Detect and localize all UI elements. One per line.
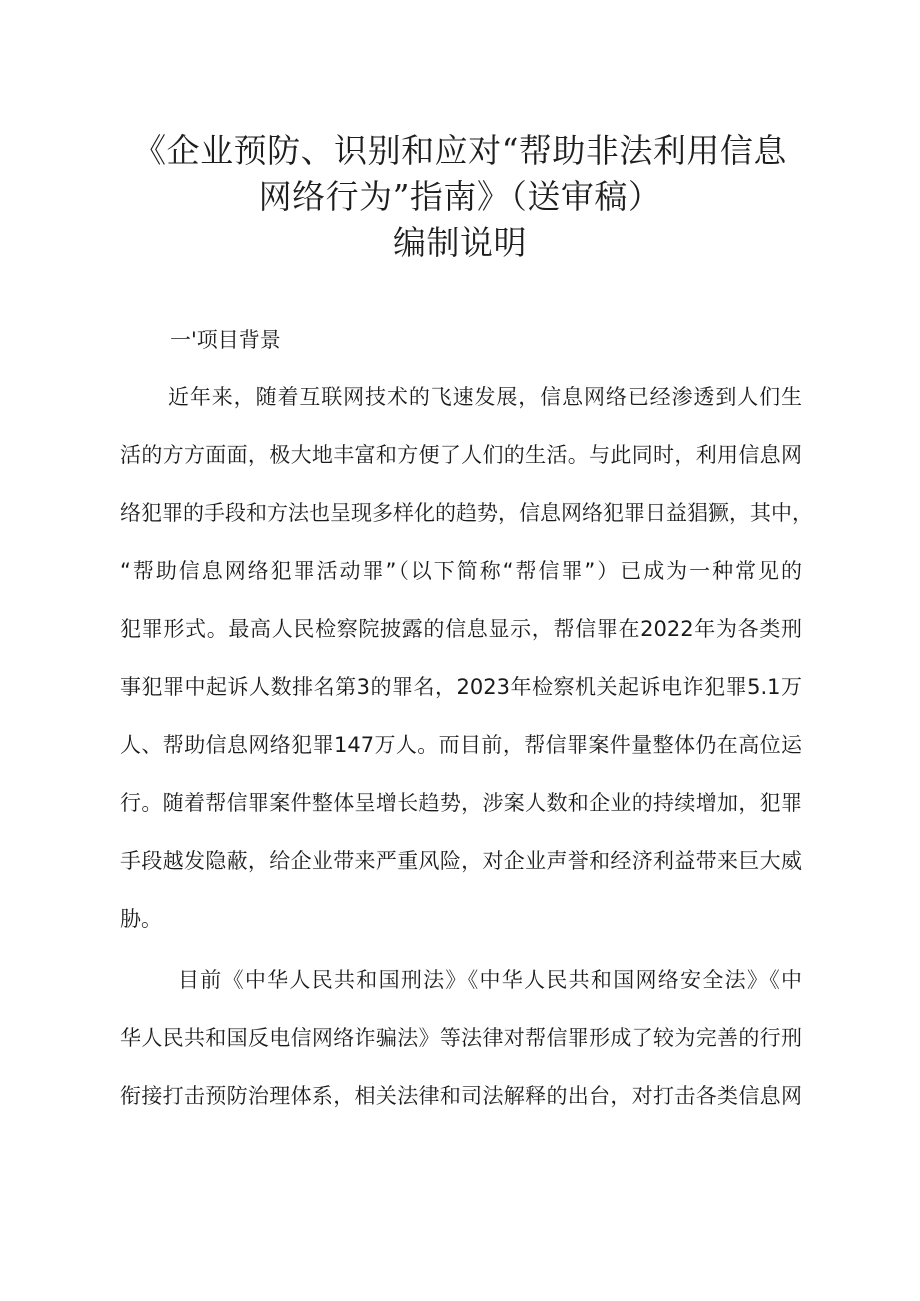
paragraph-line: 事犯罪中起诉人数排名第3的罪名，2023年检察机关起诉电诈犯罪5.1万 (120, 675, 802, 699)
title-line-1: 《企业预防、识别和应对“帮助非法利用信息 (133, 131, 787, 170)
paragraph-line: 胁。 (120, 907, 162, 931)
section-heading-background: 一'项目背景 (170, 328, 281, 352)
paragraph-line: 活的方方面面，极大地丰富和方便了人们的生活。与此同时，利用信息网 (120, 443, 802, 467)
paragraph-line: 人、帮助信息网络犯罪147万人。而目前，帮信罪案件量整体仍在高位运 (120, 733, 802, 757)
paragraph-line: 络犯罪的手段和方法也呈现多样化的趋势，信息网络犯罪日益猖獗，其中， (120, 501, 813, 525)
paragraph-line: “帮助信息网络犯罪活动罪”（以下简称“帮信罪”）已成为一种常见的 (120, 559, 802, 583)
paragraph-line: 近年来，随着互联网技术的飞速发展，信息网络已经渗透到人们生 (168, 385, 802, 409)
paragraph-background (120, 368, 813, 948)
paragraph-laws (120, 951, 802, 1125)
paragraph-line: 行。随着帮信罪案件整体呈增长趋势，涉案人数和企业的持续增加，犯罪 (120, 791, 802, 815)
paragraph-line: 手段越发隐蔽，给企业带来严重风险，对企业声誉和经济利益带来巨大威 (120, 849, 802, 873)
paragraph-line: 犯罪形式。最高人民检察院披露的信息显示，帮信罪在2022年为各类刑 (120, 617, 802, 641)
paragraph-line: 目前《中华人民共和国刑法》《中华人民共和国网络安全法》《中 (178, 968, 802, 992)
paragraph-line: 衔接打击预防治理体系，相关法律和司法解释的出台，对打击各类信息网 (120, 1084, 802, 1108)
title-line-3: 编制说明 (393, 223, 527, 262)
document-title (100, 128, 820, 266)
paragraph-line: 华人民共和国反电信网络诈骗法》等法律对帮信罪形成了较为完善的行刑 (120, 1026, 802, 1050)
title-line-2: 网络行为”指南》（送审稿） (258, 177, 662, 216)
